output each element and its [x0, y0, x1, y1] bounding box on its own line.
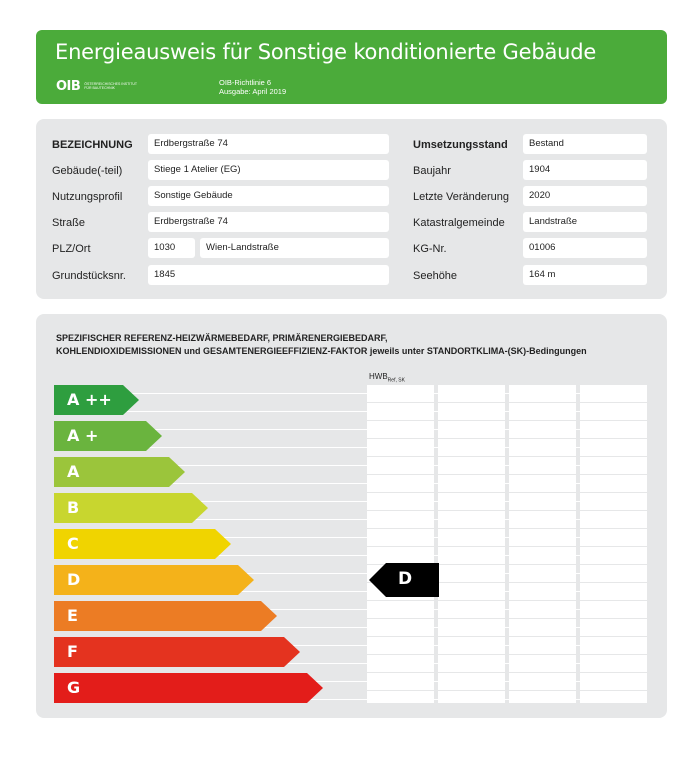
document-title: Energieausweis für Sonstige konditionierte Gebäude: [55, 40, 597, 64]
plzort-label: PLZ/Ort: [52, 243, 91, 255]
gebaeude-label: Gebäude(-teil): [52, 165, 123, 177]
bezeichnung-label: BEZEICHNUNG: [52, 139, 133, 151]
energy-class-label: G: [67, 678, 81, 697]
hwb-column-header-main: HWB: [369, 372, 388, 381]
cell-separator: [367, 672, 647, 673]
energy-class-label: B: [67, 498, 80, 517]
scale-title: [56, 332, 587, 358]
kg-nr-label: KG-Nr.: [413, 243, 447, 255]
value-column-2: [438, 385, 505, 703]
katastralgemeinde-label: Katastralgemeinde: [413, 217, 505, 229]
energy-class-bar: [54, 529, 231, 559]
energy-scale-panel: [36, 314, 667, 718]
grundstuecksnr-label: Grundstücksnr.: [52, 270, 126, 282]
plz-value: 1030: [148, 238, 195, 258]
energy-class-label: F: [67, 642, 78, 661]
cell-separator: [367, 474, 647, 475]
cell-separator: [367, 438, 647, 439]
strasse-value: Erdbergstraße 74: [148, 212, 389, 232]
nutzungsprofil-value: Sonstige Gebäude: [148, 186, 389, 206]
oib-logo-mark: OIB: [56, 78, 81, 94]
guideline-info: [219, 78, 286, 96]
guideline: OIB-Richtlinie 6: [219, 78, 272, 87]
value-column-1: [367, 385, 434, 703]
cell-separator: [367, 654, 647, 655]
grid-line: [56, 393, 647, 394]
grid-line: [56, 411, 647, 412]
energy-class-label: A: [67, 462, 80, 481]
hwb-column-header-sub: Ref, SK: [387, 377, 405, 384]
cell-separator: [367, 456, 647, 457]
cell-separator: [367, 402, 647, 403]
cell-separator: [367, 528, 647, 529]
energy-class-bar: [54, 421, 162, 451]
energy-class-bar: [54, 601, 277, 631]
energy-class-label: E: [67, 606, 78, 625]
umsetzungsstand-label: Umsetzungsstand: [413, 139, 508, 151]
letzte-veraenderung-value: 2020: [523, 186, 647, 206]
cell-separator: [367, 708, 647, 709]
bezeichnung-value: Erdbergstraße 74: [148, 134, 389, 154]
energy-class-label: A +: [67, 426, 99, 445]
oib-logo: [56, 78, 144, 94]
energy-class-label: D: [67, 570, 81, 589]
umsetzungsstand-value: Bestand: [523, 134, 647, 154]
header-banner: [36, 30, 667, 104]
kg-nr-value: 01006: [523, 238, 647, 258]
letzte-veraenderung-label: Letzte Veränderung: [413, 191, 510, 203]
building-info-panel: [36, 119, 667, 299]
energy-class-label: C: [67, 534, 79, 553]
seehoehe-value: 164 m: [523, 265, 647, 285]
value-column-3: [509, 385, 576, 703]
cell-separator: [367, 636, 647, 637]
energy-class-bar: [54, 385, 139, 415]
baujahr-value: 1904: [523, 160, 647, 180]
scale-title-line2: KOHLENDIOXIDEMISSIONEN und GESAMTENERGIEEFFIZIENZ-FAKTOR jeweils unter STANDORTKLIMA-(SK)-Bedingungen: [56, 346, 587, 356]
gebaeude-value: Stiege 1 Atelier (EG): [148, 160, 389, 180]
cell-separator: [367, 492, 647, 493]
energy-class-bar: [54, 565, 254, 595]
ort-value: Wien-Landstraße: [200, 238, 389, 258]
scale-title-line1: SPEZIFISCHER REFERENZ-HEIZWÄRMEBEDARF, PRIMÄRENERGIEBEDARF,: [56, 333, 388, 343]
hwb-column-header: [369, 372, 405, 384]
cell-separator: [367, 546, 647, 547]
rating-value: D: [398, 569, 413, 589]
grundstuecksnr-value: 1845: [148, 265, 389, 285]
energy-class-bar: [54, 457, 185, 487]
energy-class-bar: [54, 637, 300, 667]
cell-separator: [367, 420, 647, 421]
strasse-label: Straße: [52, 217, 86, 229]
cell-separator: [367, 618, 647, 619]
energy-class-label: A ++: [67, 390, 112, 409]
baujahr-label: Baujahr: [413, 165, 451, 177]
cell-separator: [367, 600, 647, 601]
katastralgemeinde-value: Landstraße: [523, 212, 647, 232]
energy-class-bar: [54, 493, 208, 523]
cell-separator: [367, 690, 647, 691]
energy-class-bar: [54, 673, 323, 703]
issue-date: Ausgabe: April 2019: [219, 87, 287, 96]
rating-marker: [369, 563, 439, 597]
value-column-4: [580, 385, 647, 703]
nutzungsprofil-label: Nutzungsprofil: [52, 191, 123, 203]
oib-logo-text: ÖSTERREICHISCHES INSTITUT FÜR BAUTECHNIK: [84, 82, 137, 90]
seehoehe-label: Seehöhe: [413, 270, 458, 282]
cell-separator: [367, 510, 647, 511]
